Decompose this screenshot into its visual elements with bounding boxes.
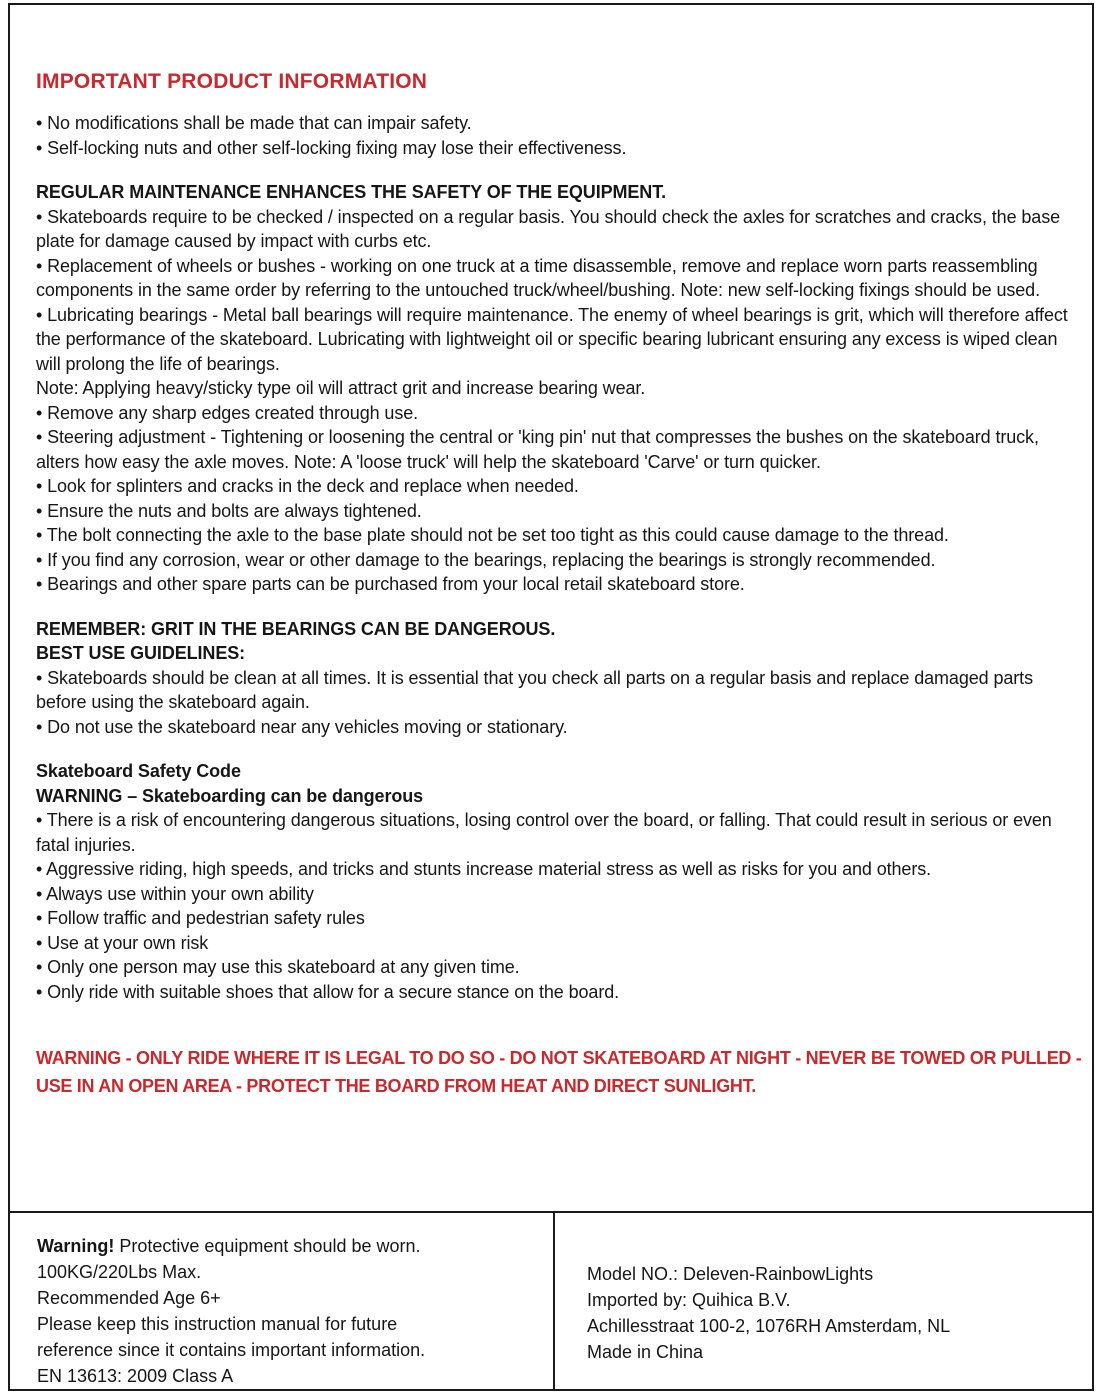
content-blocks xyxy=(36,111,1082,1100)
bullet-item: • Only one person may use this skateboard at any given time. xyxy=(36,957,520,977)
bullet-list xyxy=(36,808,1074,1004)
bullet-item: • Remove any sharp edges created through use. xyxy=(36,402,419,423)
spacer xyxy=(36,160,1074,180)
bullet-list xyxy=(36,401,1074,597)
bullet-item: • The bolt connecting the axle to the base plate should not be set too tight as this could cause damage to the thread. xyxy=(36,525,949,545)
footer-max-weight: 100KG/220Lbs Max. xyxy=(37,1262,202,1282)
bullet-item: • Ensure the nuts and bolts are always tightened. xyxy=(36,500,422,521)
bullet-item: • Always use within your own ability xyxy=(36,883,314,904)
bullet-item: • Do not use the skateboard near any vehicles moving or stationary. xyxy=(36,716,568,737)
footer-left-cell xyxy=(10,1213,555,1389)
footer-table xyxy=(10,1211,1092,1389)
bullet-item: • If you find any corrosion, wear or other damage to the bearings, replacing the bearings is strongly recommended. xyxy=(36,549,936,570)
bullet-list xyxy=(36,205,1074,377)
section-heading: REMEMBER: GRIT IN THE BEARINGS CAN BE DANGEROUS. xyxy=(36,618,556,639)
footer-made-in: Made in China xyxy=(587,1342,704,1362)
footer-right-cell xyxy=(555,1213,1092,1389)
section-heading: Skateboard Safety Code xyxy=(36,761,241,781)
bullet-item: • Skateboards should be clean at all times. It is essential that you check all parts on a regular basis and replace damaged parts before using the skateboard again. xyxy=(36,667,1033,712)
footer-keep-manual-line2: reference since it contains important information. xyxy=(37,1340,426,1360)
footer-model-no: Model NO.: Deleven-RainbowLights xyxy=(587,1264,874,1284)
bullet-item: • Use at your own risk xyxy=(36,932,209,953)
bullet-list xyxy=(36,666,1074,740)
footer-warning-line xyxy=(37,1233,543,1259)
spacer-large xyxy=(36,1004,1074,1044)
page-title: IMPORTANT PRODUCT INFORMATION xyxy=(36,70,428,93)
footer-warning-label: Warning! xyxy=(37,1236,115,1256)
bullet-item: • Aggressive riding, high speeds, and tricks and stunts increase material stress as well as risks for you and others. xyxy=(36,859,932,879)
footer-warning-text: Protective equipment should be worn. xyxy=(114,1236,421,1256)
bullet-item: • Self-locking nuts and other self-locking fixing may lose their effectiveness. xyxy=(36,137,627,158)
footer-keep-manual-line1: Please keep this instruction manual for future xyxy=(37,1314,398,1334)
footer-standard: EN 13613: 2009 Class A xyxy=(37,1366,234,1386)
bullet-item: • No modifications shall be made that can impair safety. xyxy=(36,113,472,133)
bullet-item: • There is a risk of encountering dangerous situations, losing control over the board, or falling. That could result in serious or even fatal injuries. xyxy=(36,810,1052,855)
instruction-page xyxy=(8,3,1094,1391)
bullet-item: • Only ride with suitable shoes that allow for a secure stance on the board. xyxy=(36,981,620,1002)
section-heading: WARNING – Skateboarding can be dangerous xyxy=(36,785,424,806)
bullet-item: • Look for splinters and cracks in the deck and replace when needed. xyxy=(36,476,579,496)
spacer xyxy=(36,597,1074,617)
document-body xyxy=(10,5,1092,1211)
bullet-item: • Follow traffic and pedestrian safety rules xyxy=(36,908,365,928)
footer-importer-address: Achillesstraat 100-2, 1076RH Amsterdam, NL xyxy=(587,1316,951,1336)
spacer xyxy=(36,739,1074,759)
bullet-item: • Skateboards require to be checked / inspected on a regular basis. You should check the axles for scratches and cracks, the base plate for damage caused by impact with curbs etc. xyxy=(36,206,1061,251)
section-heading: BEST USE GUIDELINES: xyxy=(36,643,246,663)
bullet-list xyxy=(36,111,1074,160)
footer-imported-by: Imported by: Quihica B.V. xyxy=(587,1290,791,1310)
bullet-item: • Bearings and other spare parts can be purchased from your local retail skateboard store. xyxy=(36,574,745,594)
paragraph: Note: Applying heavy/sticky type oil will attract grit and increase bearing wear. xyxy=(36,378,646,398)
footer-recommended-age: Recommended Age 6+ xyxy=(37,1288,221,1308)
bullet-item: • Lubricating bearings - Metal ball bearings will require maintenance. The enemy of wheel bearings is grit, which will therefore affect the performance of the skateboard. Lubricating with lightweight oil or specific bearing lubricant ensuring any excess is wiped clean will prolong the life of bearings. xyxy=(36,304,1068,374)
section-heading: REGULAR MAINTENANCE ENHANCES THE SAFETY OF THE EQUIPMENT. xyxy=(36,182,667,202)
bullet-item: • Steering adjustment - Tightening or loosening the central or 'king pin' nut that compresses the bushes on the skateboard truck, alters how easy the axle moves. Note: A 'loose truck' will help the skateboard 'Carve' or turn quicker. xyxy=(36,427,1039,472)
bullet-item: • Replacement of wheels or bushes - working on one truck at a time disassemble, remove and replace worn parts reassembling components in the same order by referring to the untouched truck/wheel/bushing. Note: new self-locking fixings should be used. xyxy=(36,255,1040,300)
warning-banner: WARNING - ONLY RIDE WHERE IT IS LEGAL TO DO SO - DO NOT SKATEBOARD AT NIGHT - NEVER BE TOWED OR PULLED - USE IN AN OPEN AREA - PROTECT THE BOARD FROM HEAT AND DIRECT SUNLIGHT. xyxy=(36,1048,1082,1096)
